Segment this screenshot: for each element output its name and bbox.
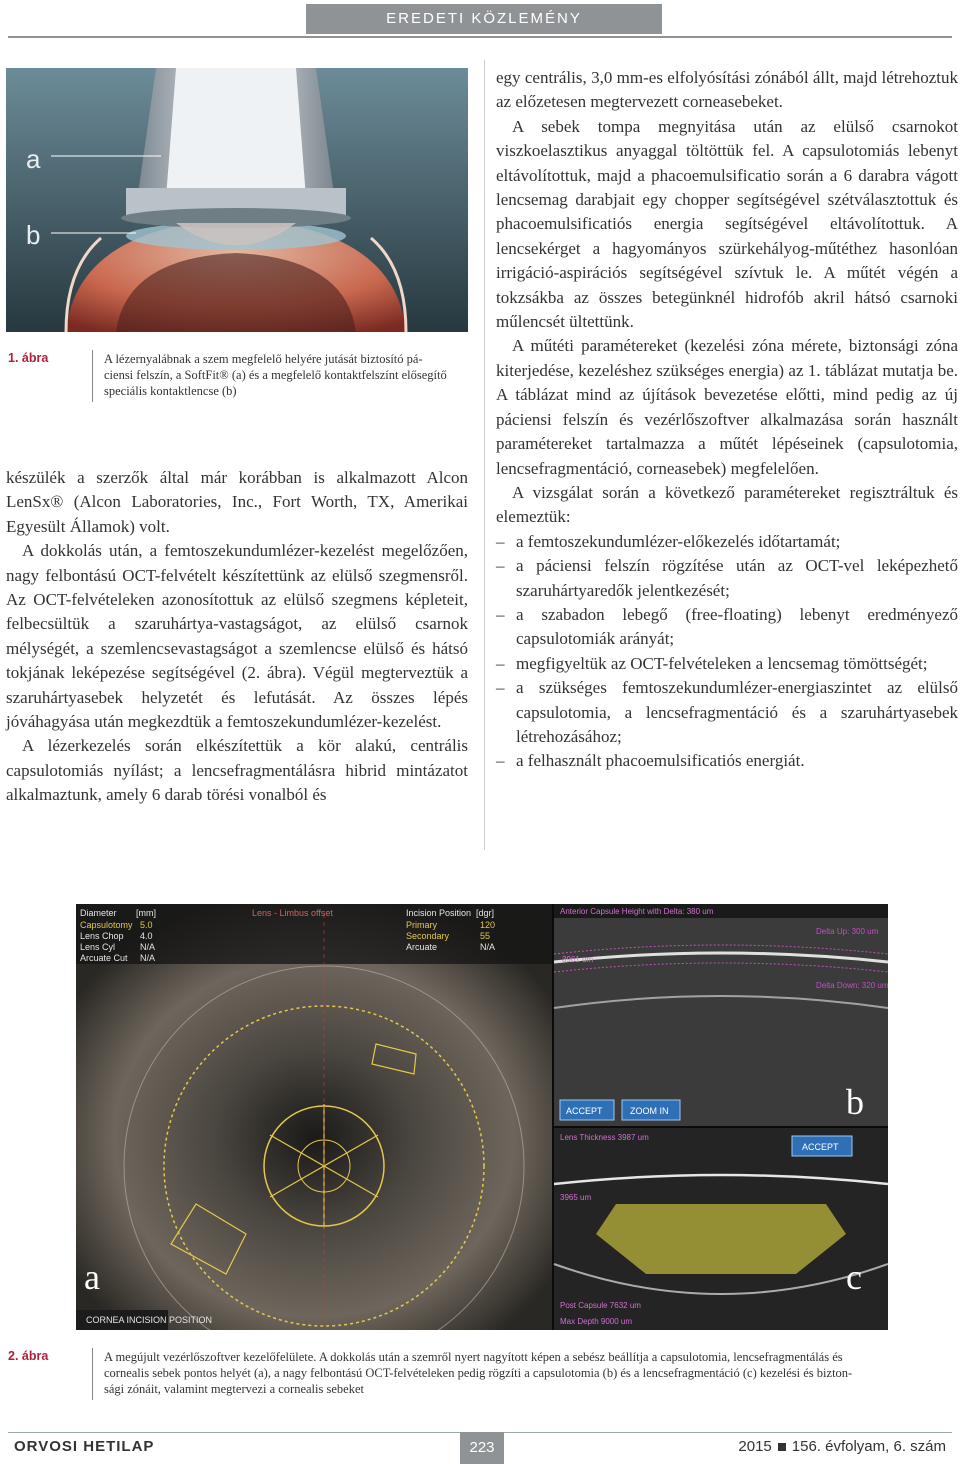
svg-text:Lens Cyl: Lens Cyl xyxy=(80,942,116,952)
svg-text:Primary: Primary xyxy=(406,920,437,930)
paragraph: A lézerkezelés során elkészítettük a kör alakú, centrális capsulotomiás nyílást; a lencsefragmentálásra hibrid mintázatot alkalmaztunk, amely 6 darab törési vonalból és xyxy=(6,736,468,805)
eye-contact-interface-illustration xyxy=(6,68,468,332)
figure-1-image xyxy=(6,68,468,332)
svg-text:N/A: N/A xyxy=(480,942,496,952)
svg-text:Lens Chop: Lens Chop xyxy=(80,931,124,941)
figure-2-caption-label: 2. ábra xyxy=(8,1349,49,1363)
list-item: – a páciensi felszín rögzítése után az OCT-vel leképezhető szaruhártyaredők jelentkezését; xyxy=(496,556,958,600)
square-separator-icon xyxy=(778,1443,786,1451)
page-number: 223 xyxy=(460,1432,504,1464)
svg-text:Delta Up: 300 um: Delta Up: 300 um xyxy=(816,927,879,936)
caption-divider xyxy=(92,1348,93,1400)
figure-1-caption: A lézernyalábnak a szem megfelelő helyére jutását biztosító pá- ciensi felszín, a SoftFit® (a) és a megfelelő kontaktfelszínt elősegítő speciális kontaktlencse (b) xyxy=(104,352,447,398)
svg-text:Arcuate: Arcuate xyxy=(406,942,438,952)
svg-text:Anterior Capsule Height with D: Anterior Capsule Height with Delta: 380 um xyxy=(560,907,714,916)
laser-software-screenshot xyxy=(76,904,888,1330)
svg-text:[mm]: [mm] xyxy=(136,908,156,918)
figure-2-image xyxy=(76,904,888,1330)
list-item: – a femtoszekundumlézer-előkezelés időtartamát; xyxy=(496,531,841,551)
svg-text:[dgr]: [dgr] xyxy=(476,908,495,918)
svg-text:N/A: N/A xyxy=(140,942,156,952)
paragraph: készülék a szerzők által már korábban is alkalmazott Alcon LenSx® (Alcon Laboratories, Inc., Fort Worth, TX, Amerikai Egyesült Államok) volt. xyxy=(6,468,468,536)
list-item: – a szükséges femtoszekundumlézer-energiaszintet az elülső capsulotomia, a lencsefragmentáció és a szaruhártyasebek létrehozásához; xyxy=(496,678,958,746)
right-column-text xyxy=(496,66,958,774)
svg-text:Delta Down: 320 um: Delta Down: 320 um xyxy=(816,981,888,990)
svg-text:Diameter: Diameter xyxy=(80,908,117,918)
svg-text:Incision Position: Incision Position xyxy=(406,908,472,918)
volume: 156. évfolyam, 6. szám xyxy=(791,1438,946,1455)
figure-1-label-b: b xyxy=(26,220,41,250)
figure-1-caption-label: 1. ábra xyxy=(8,351,49,365)
svg-text:Secondary: Secondary xyxy=(406,931,450,941)
svg-text:55: 55 xyxy=(480,931,491,941)
eye-image-panel xyxy=(76,904,552,1330)
panel-c-label: c xyxy=(846,1257,862,1297)
svg-text:N/A: N/A xyxy=(140,953,156,963)
oct-capsule-panel xyxy=(554,904,888,1126)
svg-text:Lens - Limbus offset: Lens - Limbus offset xyxy=(252,908,333,918)
journal-name: ORVOSI HETILAP xyxy=(14,1438,155,1455)
paragraph: A dokkolás után, a femtoszekundumlézer-kezelést megelőzően, nagy felbontású OCT-felvételt készítettünk az elülső szegmensről. Az OCT-felvételeken azonosítottuk az elülső szegmens képleteit, felbecsültük a szaruhártya-vastagságot, az elülső csarnok mélységét, a szemlencsevastagságot a szemlencse elülső és hátsó tokjának leképezése segítségével (2. ábra). Végül megterveztük a szaruhártyasebek helyzetét és lefutását. Az összes lépés jóváhagyása után megkezdtük a femtoszekundumlézer-kezelést. xyxy=(6,541,468,732)
section-header: EREDETI KÖZLEMÉNY xyxy=(386,10,582,27)
list-item: – a szabadon lebegő (free-floating) lebenyt eredményező capsulotomiák arányát; xyxy=(496,604,958,649)
svg-text:ZOOM IN: ZOOM IN xyxy=(630,1106,669,1116)
paragraph: A vizsgálat során a következő paramétereket regisztráltuk és elemeztük: xyxy=(496,482,958,527)
paragraph: A sebek tompa megnyitása után az elülső csarnokot viszkoelasztikus anyaggal töltöttük fel. A capsulotomiás lebenyt eltávolítottuk, majd a phacoemulsificatio során a 6 darabra vágott lencsemag darabjait egy chopper segítségével szétválasztottuk és phacoemulsificatiós energia segítségével eltávolítottuk. A lencsekérget a hagyományos szürkehályog-műtéthez hasonlóan irrigáció-aspirációs segítségével szívtuk le. A műtét végén a tokzsákba az összes betegünknél hidrofób akril hátsó csarnoki műlencsét ültettünk. xyxy=(496,116,958,332)
svg-text:ACCEPT: ACCEPT xyxy=(802,1142,839,1152)
year: 2015 xyxy=(738,1438,772,1455)
parameter-list xyxy=(496,530,958,774)
paragraph: egy centrális, 3,0 mm-es elfolyósítási zónából állt, majd létrehoztuk az előzetesen megtervezett corneasebeket. xyxy=(496,68,958,112)
svg-text:5.0: 5.0 xyxy=(140,920,153,930)
cornea-incision-position-button[interactable]: CORNEA INCISION POSITION xyxy=(86,1315,213,1325)
svg-text:3961 um: 3961 um xyxy=(562,955,594,964)
svg-text:Post Capsule 7632 um: Post Capsule 7632 um xyxy=(560,1301,641,1310)
figure-2-caption: A megújult vezérlőszoftver kezelőfelülete. A dokkolás után a szemről nyert nagyított képen a sebész beállítja a capsulotomia, lencsefragmentálás és cornealis sebek pontos helyét (a), a nagy felbontású OCT-felvételeken pedig rögzíti a capsulotomia (b) és a lencsefragmentáció (c) kezelési és bizton- sági zónáit, valamint megtervezi a cornealis sebeket xyxy=(104,1350,853,1396)
column-divider xyxy=(484,60,485,850)
figure-1-label-a: a xyxy=(26,144,41,174)
svg-text:Arcuate Cut: Arcuate Cut xyxy=(80,953,128,963)
left-column-text xyxy=(6,466,468,808)
svg-text:ACCEPT: ACCEPT xyxy=(566,1106,603,1116)
svg-text:Max Depth 9000 um: Max Depth 9000 um xyxy=(560,1317,633,1326)
svg-text:Capsulotomy: Capsulotomy xyxy=(80,920,133,930)
header-rule xyxy=(8,36,952,38)
svg-text:Lens Thickness 3987 um: Lens Thickness 3987 um xyxy=(560,1133,649,1142)
svg-text:4.0: 4.0 xyxy=(140,931,153,941)
panel-b-label: b xyxy=(846,1082,864,1122)
paragraph: A műtéti paramétereket (kezelési zóna mérete, biztonsági zóna kiterjedése, kezeléshez szükséges energia) az 1. táblázat mutatja be. A táblázat mind az újítások bevezetése előtti, mind pedig az új páciensi felszín és vezérlőszoftver alkalmazása során használt paramétereket tartalmazza a műtét lépéseinek (capsulotomia, lencsefragmentáció, corneasebek) megfelelően. xyxy=(496,336,958,478)
list-item: – megfigyeltük az OCT-felvételeken a lencsemag tömöttségét; xyxy=(496,653,928,673)
panel-a-label: a xyxy=(84,1257,100,1297)
issue-info xyxy=(738,1438,946,1455)
caption-divider xyxy=(92,350,93,402)
svg-text:3965 um: 3965 um xyxy=(560,1193,592,1202)
list-item: – a felhasznált phacoemulsificatiós energiát. xyxy=(496,751,805,771)
svg-text:120: 120 xyxy=(480,920,496,930)
